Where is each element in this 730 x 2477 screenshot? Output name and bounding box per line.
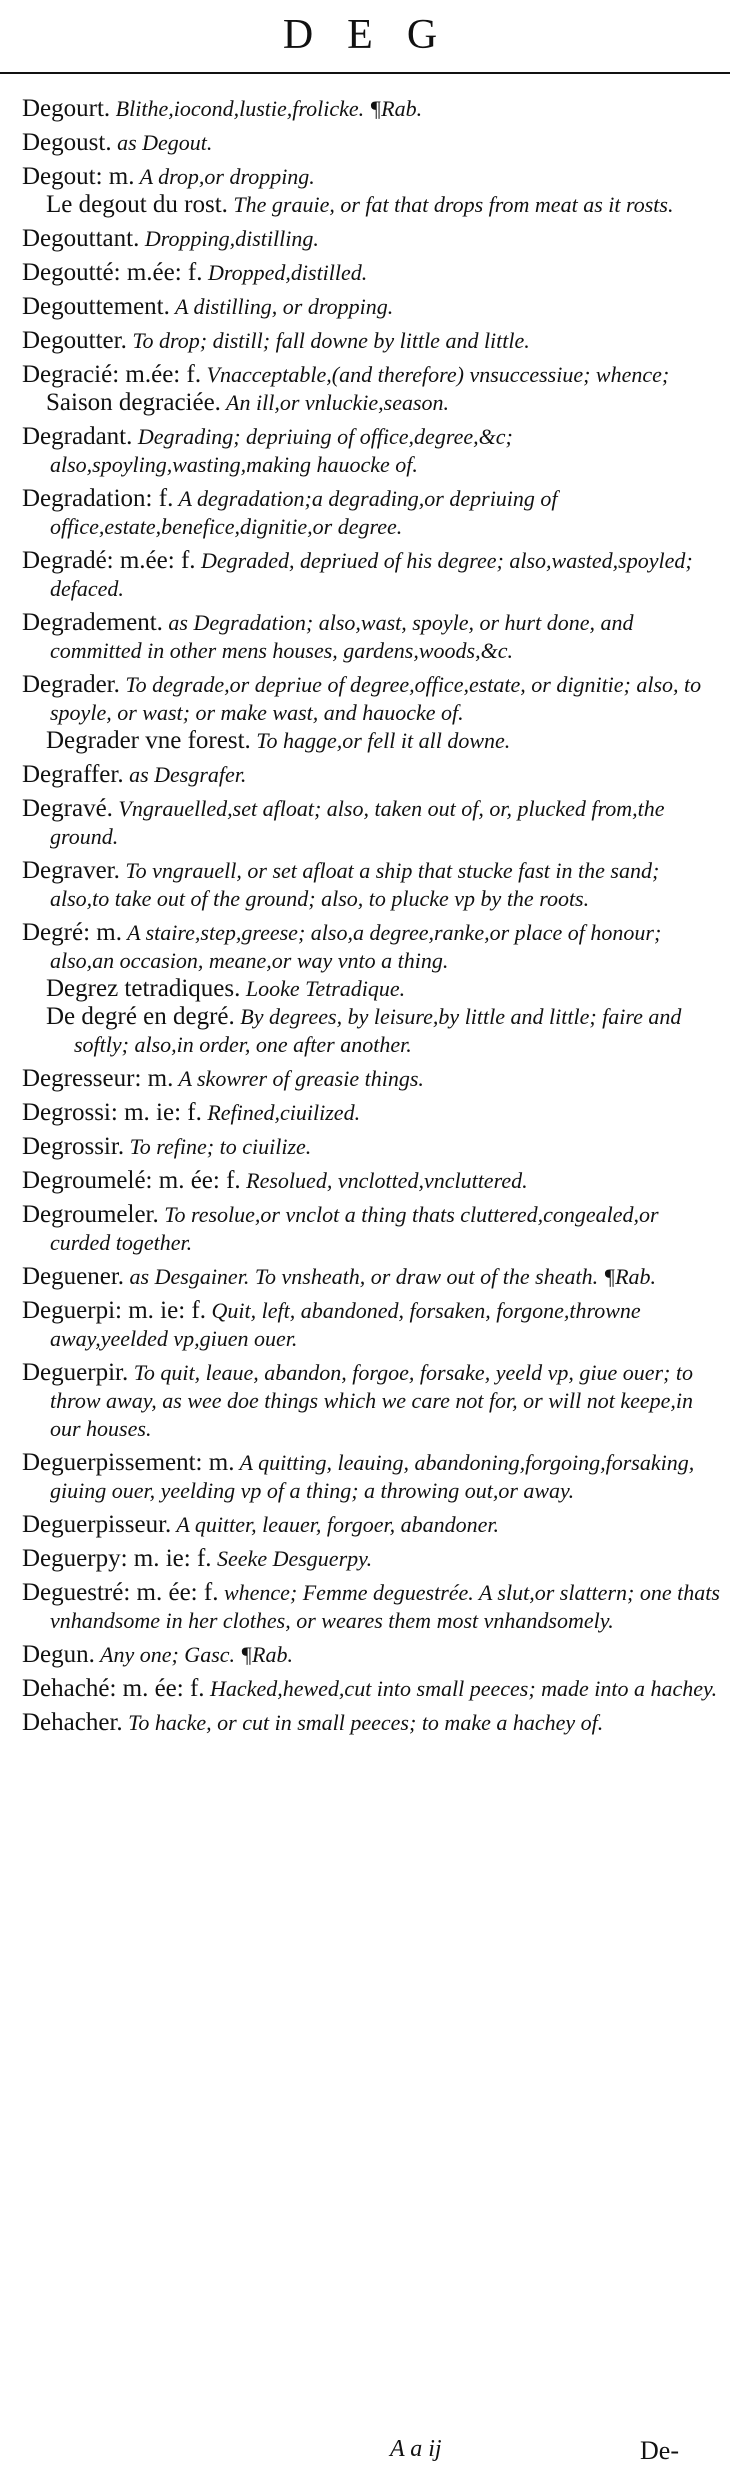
page-footer — [0, 2436, 730, 2472]
dictionary-entry — [22, 1641, 722, 1669]
dictionary-entry — [22, 1675, 722, 1703]
dictionary-entry — [22, 857, 722, 913]
headword: Deguerpisseur. — [22, 1511, 172, 1538]
headword: Degun. — [22, 1641, 95, 1668]
dictionary-entry — [22, 1263, 722, 1291]
dictionary-entry — [22, 547, 722, 603]
definition: An ill,or vnluckie,season. — [220, 390, 450, 415]
headword: Degravé. — [22, 795, 113, 822]
headword: Deguerpi: m. ie: f. — [22, 1297, 206, 1324]
headword: Deguerpir. — [22, 1359, 129, 1386]
dictionary-entry — [22, 225, 722, 253]
dictionary-entry — [22, 671, 722, 727]
headword: Degrossir. — [22, 1133, 125, 1160]
headword: Degradation: f. — [22, 485, 174, 512]
catchword: De- — [640, 2436, 679, 2465]
definition: Seeke Desguerpy. — [211, 1546, 373, 1571]
headword: Saison degraciée. — [46, 389, 221, 416]
definition: Resolued, vnclotted,vncluttered. — [240, 1168, 528, 1193]
dictionary-entry — [22, 609, 722, 665]
dictionary-entry — [22, 1133, 722, 1161]
dictionary-entry — [22, 129, 722, 157]
definition: Degraded, depriued of his degree; also,wasted,spoyled; defaced. — [50, 548, 693, 601]
signature-mark: A a ij — [390, 2436, 442, 2462]
headword: Dehaché: m. ée: f. — [22, 1675, 205, 1702]
definition: as Desgainer. To vnsheath, or draw out of the sheath. ¶Rab. — [124, 1264, 657, 1289]
definition: Hacked,hewed,cut into small peeces; made into a hachey. — [204, 1676, 718, 1701]
headword: Degresseur: m. — [22, 1065, 174, 1092]
definition: as Desgrafer. — [123, 762, 247, 787]
headword: Degourt. — [22, 95, 111, 122]
headword: Degracié: m.ée: f. — [22, 361, 202, 388]
headword: Degoutté: m.ée: f. — [22, 259, 203, 286]
sub-entry — [22, 975, 722, 1003]
headword: Degouttant. — [22, 225, 140, 252]
definition: To drop; distill; fall downe by little and little. — [126, 328, 530, 353]
dictionary-entry — [22, 1065, 722, 1093]
headword: Degrader vne forest. — [46, 727, 251, 754]
definition: To hacke, or cut in small peeces; to make a hachey of. — [122, 1710, 604, 1735]
definition: Vnacceptable,(and therefore) vnsuccessiue; whence; — [201, 362, 670, 387]
dictionary-entry — [22, 1297, 722, 1353]
definition: A distilling, or dropping. — [169, 294, 394, 319]
header-rule — [0, 72, 730, 74]
headword: Le degout du rost. — [46, 191, 228, 218]
definition: Degrading; depriuing of office,degree,&c; also,spoyling,wasting,making hauocke of. — [50, 424, 513, 477]
definition: as Degradation; also,wast, spoyle, or hurt done, and committed in other mens houses, gardens,woods,&c. — [50, 610, 634, 663]
dictionary-entry — [22, 1099, 722, 1127]
definition: To vngrauell, or set afloat a ship that stucke fast in the sand; also,to take out of the ground; also, to plucke vp by the roots. — [50, 858, 660, 911]
definition: as Degout. — [111, 130, 213, 155]
sub-entry — [22, 1003, 722, 1059]
headword: Degoutter. — [22, 327, 127, 354]
dictionary-entry — [22, 795, 722, 851]
entry-list — [22, 95, 722, 1737]
headword: Deguerpissement: m. — [22, 1449, 235, 1476]
dictionary-entry — [22, 95, 722, 123]
headword: Deguestré: m. ée: f. — [22, 1579, 219, 1606]
headword: Degouttement. — [22, 293, 170, 320]
sub-entry — [22, 389, 722, 417]
dictionary-entry — [22, 761, 722, 789]
headword: Degrossi: m. ie: f. — [22, 1099, 202, 1126]
headword: Deguener. — [22, 1263, 125, 1290]
dictionary-entry — [22, 327, 722, 355]
dictionary-entry — [22, 1201, 722, 1257]
definition: A quitter, leauer, forgoer, abandoner. — [171, 1512, 500, 1537]
definition: Quit, left, abandoned, forsaken, forgone,throwne away,yeelded vp,giuen ouer. — [50, 1298, 641, 1351]
definition: A drop,or dropping. — [134, 164, 315, 189]
dictionary-entry — [22, 361, 722, 389]
headword: Degrader. — [22, 671, 120, 698]
dictionary-entry — [22, 293, 722, 321]
definition: A quitting, leauing, abandoning,forgoing,forsaking, giuing ouer, yeelding vp of a thing; a throwing out,or away. — [50, 1450, 695, 1503]
headword: De degré en degré. — [46, 1003, 235, 1030]
headword: Degradement. — [22, 609, 163, 636]
headword: Dehacher. — [22, 1709, 123, 1736]
dictionary-entry — [22, 1449, 722, 1505]
dictionary-entry — [22, 1579, 722, 1635]
sub-entry — [22, 727, 722, 755]
definition: By degrees, by leisure,by little and little; faire and softly; also,in order, one after another. — [74, 1004, 682, 1057]
headword: Degroumeler. — [22, 1201, 159, 1228]
definition: A degradation;a degrading,or depriuing of office,estate,benefice,dignitie,or degree. — [50, 486, 558, 539]
definition: A skowrer of greasie things. — [173, 1066, 424, 1091]
definition: Blithe,iocond,lustie,frolicke. ¶Rab. — [110, 96, 423, 121]
dictionary-entry — [22, 1709, 722, 1737]
dictionary-entry — [22, 919, 722, 975]
dictionary-entry — [22, 1167, 722, 1195]
dictionary-entry — [22, 163, 722, 191]
headword: Degroumelé: m. ée: f. — [22, 1167, 241, 1194]
headword: Degraffer. — [22, 761, 124, 788]
dictionary-entry — [22, 1511, 722, 1539]
definition: To hagge,or fell it all downe. — [250, 728, 511, 753]
headword: Degraver. — [22, 857, 120, 884]
dictionary-entry — [22, 1359, 722, 1443]
definition: To degrade,or depriue of degree,office,estate, or dignitie; also, to spoyle, or wast; or make wast, and hauocke of. — [50, 672, 702, 725]
definition: The grauie, or fat that drops from meat as it rosts. — [227, 192, 674, 217]
definition: To quit, leaue, abandon, forgoe, forsake, yeeld vp, giue ouer; to throw away, as wee doe things which we care not for, or will not keepe,in our houses. — [50, 1360, 694, 1441]
page-header: DEG — [282, 12, 472, 58]
definition: A staire,step,greese; also,a degree,ranke,or place of honour; also,an occasion, meane,or way vnto a thing. — [50, 920, 662, 973]
dictionary-entry — [22, 1545, 722, 1573]
headword: Degoust. — [22, 129, 112, 156]
definition: Vngrauelled,set afloat; also, taken out of, or, plucked from,the ground. — [50, 796, 665, 849]
dictionary-entry — [22, 259, 722, 287]
definition: Looke Tetradique. — [240, 976, 406, 1001]
headword: Degradé: m.ée: f. — [22, 547, 196, 574]
definition: To resolue,or vnclot a thing thats cluttered,congealed,or curded together. — [50, 1202, 659, 1255]
sub-entry — [22, 191, 722, 219]
definition: Dropped,distilled. — [202, 260, 368, 285]
definition: Refined,ciuilized. — [201, 1100, 361, 1125]
definition: whence; Femme deguestrée. A slut,or slattern; one thats vnhandsome in her clothes, or weares them most vnhandsomely. — [50, 1580, 720, 1633]
dictionary-entry — [22, 423, 722, 479]
definition: Any one; Gasc. ¶Rab. — [94, 1642, 293, 1667]
definition: Dropping,distilling. — [139, 226, 319, 251]
headword: Degrez tetradiques. — [46, 975, 241, 1002]
headword: Deguerpy: m. ie: f. — [22, 1545, 212, 1572]
definition: To refine; to ciuilize. — [124, 1134, 312, 1159]
headword: Degradant. — [22, 423, 133, 450]
dictionary-entry — [22, 485, 722, 541]
headword: Degout: m. — [22, 163, 135, 190]
headword: Degré: m. — [22, 919, 122, 946]
